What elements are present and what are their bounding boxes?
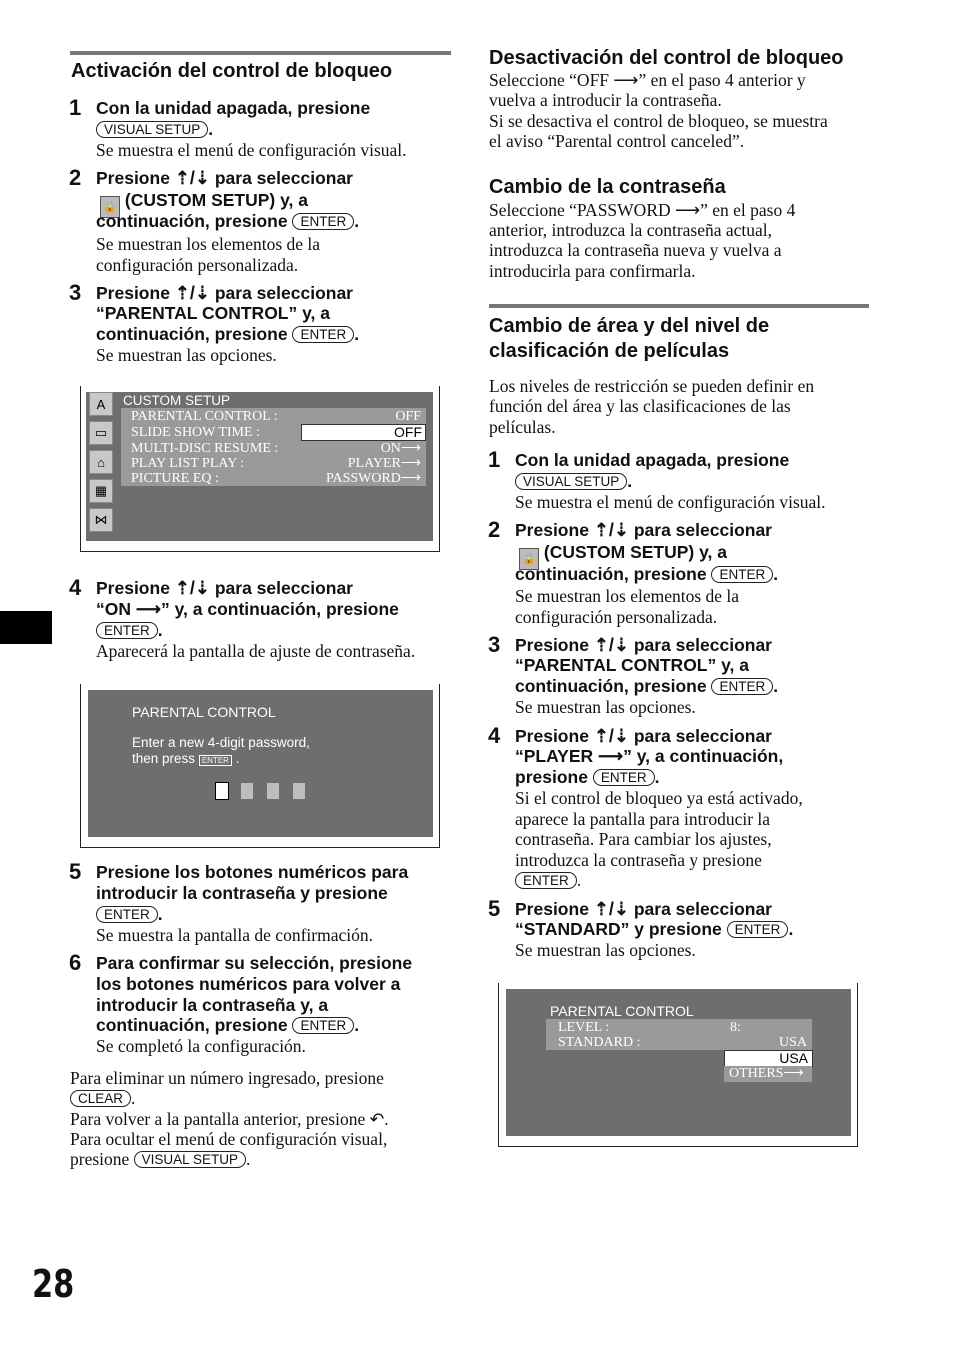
r-step-4-note: Si el control de bloqueo ya está activado, aparece la pantalla para introducir la contraseña. Para cambiar los ajustes, introduzca la contraseña y presione ENTER .	[515, 788, 803, 890]
enter-button: ENTER	[292, 326, 354, 343]
custom-setup-screen-frame	[80, 386, 440, 552]
row-value: PLAYER⟶	[347, 456, 421, 471]
footer-clear-text: Para eliminar un número ingresado, presione	[70, 1068, 384, 1088]
section-title-2: clasificación de películas	[489, 340, 730, 362]
row-label: PARENTAL CONTROL :	[131, 409, 278, 424]
step-6-note: Se completó la configuración.	[96, 1036, 306, 1056]
enter-button: ENTER	[515, 872, 577, 889]
up-down-arrows-icon: ⇡/⇣	[593, 520, 629, 540]
section-tab	[0, 611, 52, 644]
step-2-line1: Presione ⇡/⇣ para seleccionar	[96, 168, 353, 188]
row-value: PASSWORD⟶	[325, 471, 421, 486]
custom-setup-icon: ⌂	[89, 450, 113, 474]
up-down-arrows-icon: ⇡/⇣	[593, 635, 629, 655]
level-value: 8:	[730, 1020, 741, 1035]
r-step-2-note: Se muestran los elementos de la configuración personalizada.	[515, 586, 740, 627]
step-number: 5	[488, 896, 501, 921]
step-2-line2: 🔒 (CUSTOM SETUP) y, a	[100, 190, 308, 218]
step-3-note: Se muestran las opciones.	[96, 345, 277, 365]
footer-hide-text-2: presione VISUAL SETUP .	[70, 1149, 251, 1169]
enter-button: ENTER	[727, 921, 789, 938]
visual-setup-button: VISUAL SETUP	[134, 1151, 246, 1168]
step-number: 5	[69, 859, 82, 884]
visual-setup-button: VISUAL SETUP	[515, 473, 627, 490]
digit-box	[241, 783, 253, 799]
level-label: LEVEL :	[558, 1020, 610, 1035]
paragraph: introducirla para confirmarla.	[489, 261, 696, 281]
icon-column	[89, 392, 113, 540]
screen-icon: ▭	[89, 421, 113, 445]
enter-button: ENTER	[96, 622, 158, 639]
parental-control-screen-frame	[498, 983, 858, 1147]
paragraph: Los niveles de restricción se pueden definir en	[489, 376, 815, 396]
enter-button: ENTER	[711, 566, 773, 583]
subsection-title: Cambio de la contraseña	[489, 176, 726, 198]
paragraph: anterior, introduzca la contraseña actual,	[489, 220, 773, 240]
r-step-2-line3: continuación, presione ENTER .	[515, 564, 779, 584]
paragraph: vuelva a introducir la contraseña.	[489, 90, 722, 110]
enter-button: ENTER	[711, 678, 773, 695]
up-down-arrows-icon: ⇡/⇣	[593, 899, 629, 919]
r-step-3-line3: continuación, presione ENTER .	[515, 676, 779, 696]
step-1-text: Con la unidad apagada, presione	[96, 98, 371, 118]
r-step-2-line2: 🔒 (CUSTOM SETUP) y, a	[519, 542, 727, 570]
step-6-line3: introducir la contraseña y, a	[96, 995, 329, 1015]
row-value: OFF	[395, 409, 421, 424]
step-5-note: Se muestra la pantalla de confirmación.	[96, 925, 373, 945]
row-value: ON⟶	[380, 441, 421, 456]
step-3-line1: Presione ⇡/⇣ para seleccionar	[96, 283, 353, 303]
section-title: Cambio de área y del nivel de	[489, 315, 770, 337]
section-rule	[489, 304, 869, 308]
up-down-arrows-icon: ⇡/⇣	[593, 726, 629, 746]
step-number: 2	[69, 165, 82, 190]
r-step-5-note: Se muestran las opciones.	[515, 940, 696, 960]
visual-setup-button: VISUAL SETUP	[96, 121, 208, 138]
right-arrow-icon: ⟶	[135, 599, 161, 619]
step-2-note: Se muestran los elementos de la configuración personalizada.	[96, 234, 321, 275]
paragraph: Seleccione “PASSWORD ⟶” en el paso 4	[489, 200, 796, 220]
return-icon: ↶	[369, 1109, 385, 1129]
enter-button: ENTER	[593, 769, 655, 786]
step-1-note: Se muestra el menú de configuración visual.	[96, 140, 407, 160]
audio-icon: ⋈	[89, 508, 113, 532]
digit-box-active	[215, 782, 229, 800]
row-label: SLIDE SHOW TIME :	[131, 425, 260, 440]
subsection-title: Desactivación del control de bloqueo	[489, 47, 844, 69]
enter-button: ENTER	[96, 906, 158, 923]
step-5-line3: ENTER .	[96, 904, 163, 925]
r-step-1-button-line: VISUAL SETUP .	[515, 471, 632, 492]
digit-box	[267, 783, 279, 799]
right-arrow-icon: ⟶	[613, 70, 639, 90]
right-arrow-icon: ⟶	[675, 200, 701, 220]
step-3-line3: continuación, presione ENTER .	[96, 324, 360, 344]
step-3-line2: “PARENTAL CONTROL” y, a	[96, 303, 330, 323]
custom-setup-icon: 🔒	[100, 196, 120, 218]
r-step-5-line2: “STANDARD” y presione ENTER .	[515, 919, 794, 939]
r-step-1-note: Se muestra el menú de configuración visual.	[515, 492, 826, 512]
step-4-line1: Presione ⇡/⇣ para seleccionar	[96, 578, 353, 598]
step-4-line3: ENTER .	[96, 620, 163, 641]
step-number: 4	[69, 575, 82, 600]
section-title: Activación del control de bloqueo	[71, 60, 393, 82]
row-label: PICTURE EQ :	[131, 471, 219, 486]
standard-label: STANDARD :	[558, 1035, 641, 1050]
selected-cell: OFF	[301, 424, 426, 441]
paragraph: función del área y las clasificaciones de las	[489, 396, 791, 416]
paragraph: películas.	[489, 417, 556, 437]
step-number: 4	[488, 723, 501, 748]
step-4-line2: “ON ⟶” y, a continuación, presione	[96, 599, 399, 619]
r-step-1-text: Con la unidad apagada, presione	[515, 450, 790, 470]
enter-button: ENTER	[292, 1017, 354, 1034]
step-5-line1: Presione los botones numéricos para	[96, 862, 409, 882]
r-step-2-line1: Presione ⇡/⇣ para seleccionar	[515, 520, 772, 540]
step-6-line1: Para confirmar su selección, presione	[96, 953, 413, 973]
password-prompt: Enter a new 4-digit password,	[132, 735, 310, 750]
step-number: 3	[488, 632, 501, 657]
standard-value: USA	[778, 1035, 807, 1050]
footer-return-text: Para volver a la pantalla anterior, presione ↶.	[70, 1109, 389, 1129]
paragraph: Si se desactiva el control de bloqueo, se muestra	[489, 111, 828, 131]
r-step-3-note: Se muestran las opciones.	[515, 697, 696, 717]
enter-button: ENTER	[292, 213, 354, 230]
row-label: PLAY LIST PLAY :	[131, 456, 245, 471]
password-screen-frame	[80, 684, 440, 848]
up-down-arrows-icon: ⇡/⇣	[174, 168, 210, 188]
option-others: OTHERS⟶	[729, 1066, 804, 1081]
step-number: 1	[69, 95, 82, 120]
page-number: 28	[32, 1262, 75, 1306]
r-step-4-line3: presione ENTER .	[515, 767, 660, 787]
custom-setup-icon: 🔒	[519, 548, 539, 570]
digit-box	[293, 783, 305, 799]
row-label: MULTI-DISC RESUME :	[131, 441, 279, 456]
r-step-3-line1: Presione ⇡/⇣ para seleccionar	[515, 635, 772, 655]
paragraph: introduzca la contraseña nueva y vuelva a	[489, 240, 782, 260]
screen-title: CUSTOM SETUP	[123, 393, 231, 408]
paragraph: Seleccione “OFF ⟶” en el paso 4 anterior y	[489, 70, 806, 90]
r-step-3-line2: “PARENTAL CONTROL” y, a	[515, 655, 749, 675]
screen-title: PARENTAL CONTROL	[550, 1003, 694, 1019]
section-rule	[70, 51, 451, 55]
step-number: 6	[69, 950, 82, 975]
right-arrow-icon: ⟶	[598, 746, 624, 766]
footer-hide-text: Para ocultar el menú de configuración visual,	[70, 1129, 388, 1149]
step-6-line2: los botones numéricos para volver a	[96, 974, 401, 994]
step-5-line2: introducir la contraseña y presione	[96, 883, 388, 903]
language-icon: A	[89, 392, 113, 416]
grid-icon: ▦	[89, 479, 113, 503]
step-number: 1	[488, 447, 501, 472]
screen-title: PARENTAL CONTROL	[132, 704, 276, 720]
up-down-arrows-icon: ⇡/⇣	[174, 283, 210, 303]
up-down-arrows-icon: ⇡/⇣	[174, 578, 210, 598]
paragraph: el aviso “Parental control canceled”.	[489, 131, 745, 151]
clear-button: CLEAR	[70, 1090, 131, 1107]
step-6-line4: continuación, presione ENTER .	[96, 1015, 360, 1035]
r-step-5-line1: Presione ⇡/⇣ para seleccionar	[515, 899, 772, 919]
step-2-line3: continuación, presione ENTER .	[96, 211, 360, 231]
footer-clear-button-line: CLEAR .	[70, 1088, 135, 1109]
password-prompt-2: then press ENTER .	[132, 751, 240, 766]
step-number: 2	[488, 517, 501, 542]
r-step-4-line2: “PLAYER ⟶” y, a continuación,	[515, 746, 784, 766]
step-1-button-line: VISUAL SETUP .	[96, 119, 213, 140]
step-4-note: Aparecerá la pantalla de ajuste de contraseña.	[96, 641, 416, 661]
selected-option: USA	[724, 1050, 813, 1067]
r-step-4-line1: Presione ⇡/⇣ para seleccionar	[515, 726, 772, 746]
step-number: 3	[69, 280, 82, 305]
